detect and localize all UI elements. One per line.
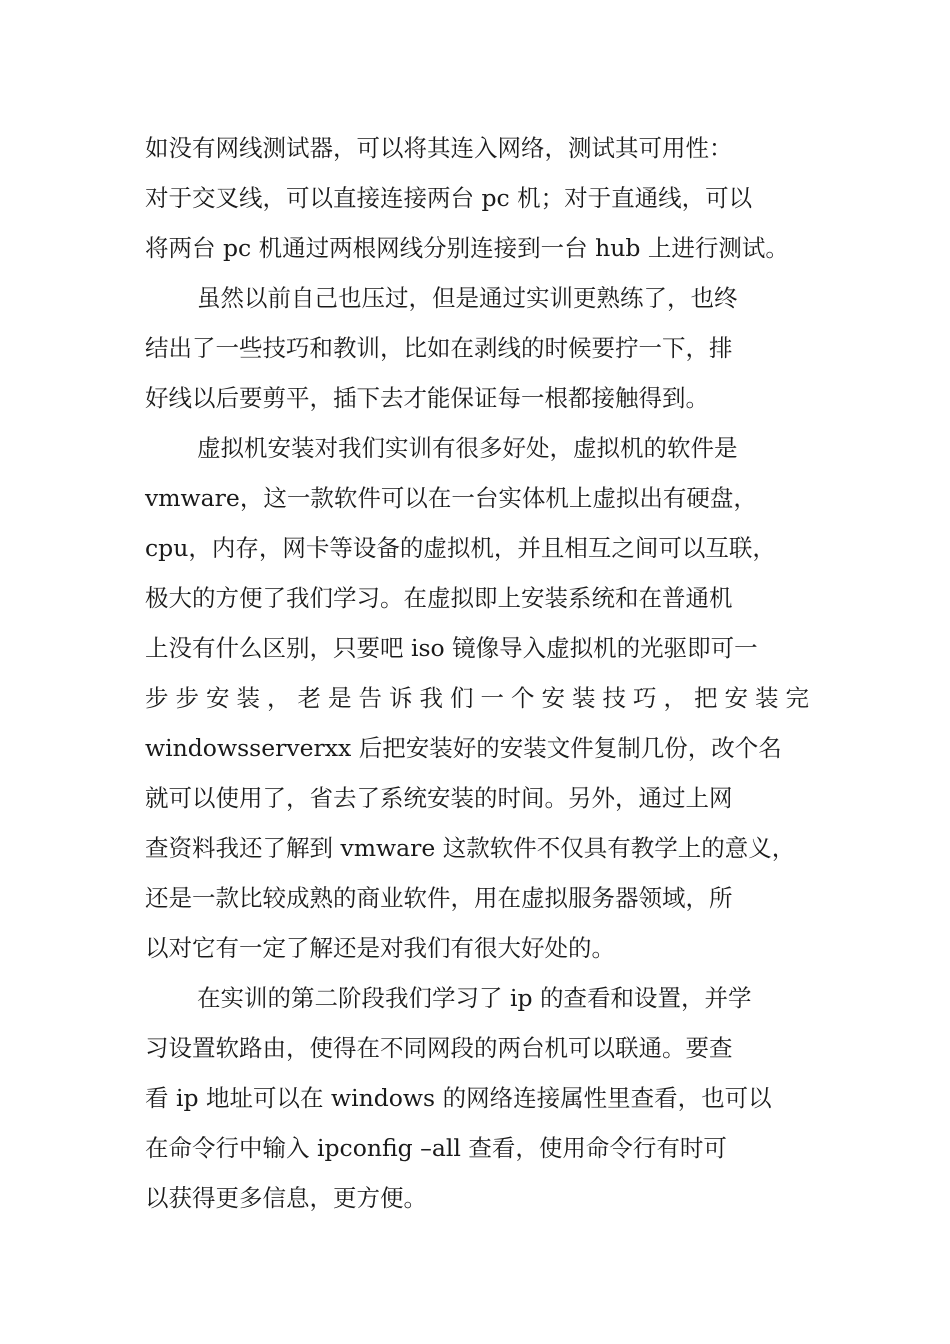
paragraph-first-line: 虚拟机安装对我们实训有很多好处，虚拟机的软件是 [197, 434, 738, 462]
text-line: 以对它有一定了解还是对我们有很大好处的。 [145, 934, 615, 962]
text-line: 步步安装，老是告诉我们一个安装技巧，把安装完 [145, 684, 816, 712]
text-line: 还是一款比较成熟的商业软件，用在虚拟服务器领域，所 [145, 884, 733, 912]
text-line: 如没有网线测试器，可以将其连入网络，测试其可用性： [145, 134, 733, 162]
text-line: 以获得更多信息，更方便。 [145, 1184, 427, 1212]
text-line: 将两台 pc 机通过两根网线分别连接到一台 hub 上进行测试。 [145, 234, 789, 262]
text-line: 在命令行中输入 ipconfig –all 查看，使用命令行有时可 [145, 1134, 727, 1162]
text-line: 看 ip 地址可以在 windows 的网络连接属性里查看，也可以 [145, 1084, 772, 1112]
text-line: 就可以使用了，省去了系统安装的时间。另外，通过上网 [145, 784, 733, 812]
text-line: 习设置软路由，使得在不同网段的两台机可以联通。要查 [145, 1034, 733, 1062]
text-line: 对于交叉线，可以直接连接两台 pc 机；对于直通线，可以 [145, 184, 753, 212]
text-line: 查资料我还了解到 vmware 这款软件不仅具有教学上的意义， [145, 834, 796, 862]
text-line: 上没有什么区别，只要吧 iso 镜像导入虚拟机的光驱即可一 [145, 634, 758, 662]
paragraph-first-line: 在实训的第二阶段我们学习了 ip 的查看和设置，并学 [197, 984, 752, 1012]
text-line: cpu，内存，网卡等设备的虚拟机，并且相互之间可以互联， [145, 534, 776, 562]
paragraph-first-line: 虽然以前自己也压过，但是通过实训更熟练了，也终 [197, 284, 738, 312]
text-line: 好线以后要剪平，插下去才能保证每一根都接触得到。 [145, 384, 709, 412]
text-line: 结出了一些技巧和教训，比如在剥线的时候要拧一下，排 [145, 334, 733, 362]
text-line: 极大的方便了我们学习。在虚拟即上安装系统和在普通机 [145, 584, 733, 612]
text-line: vmware，这一款软件可以在一台实体机上虚拟出有硬盘， [145, 484, 757, 512]
text-line: windowsserverxx 后把安装好的安装文件复制几份，改个名 [145, 734, 782, 762]
